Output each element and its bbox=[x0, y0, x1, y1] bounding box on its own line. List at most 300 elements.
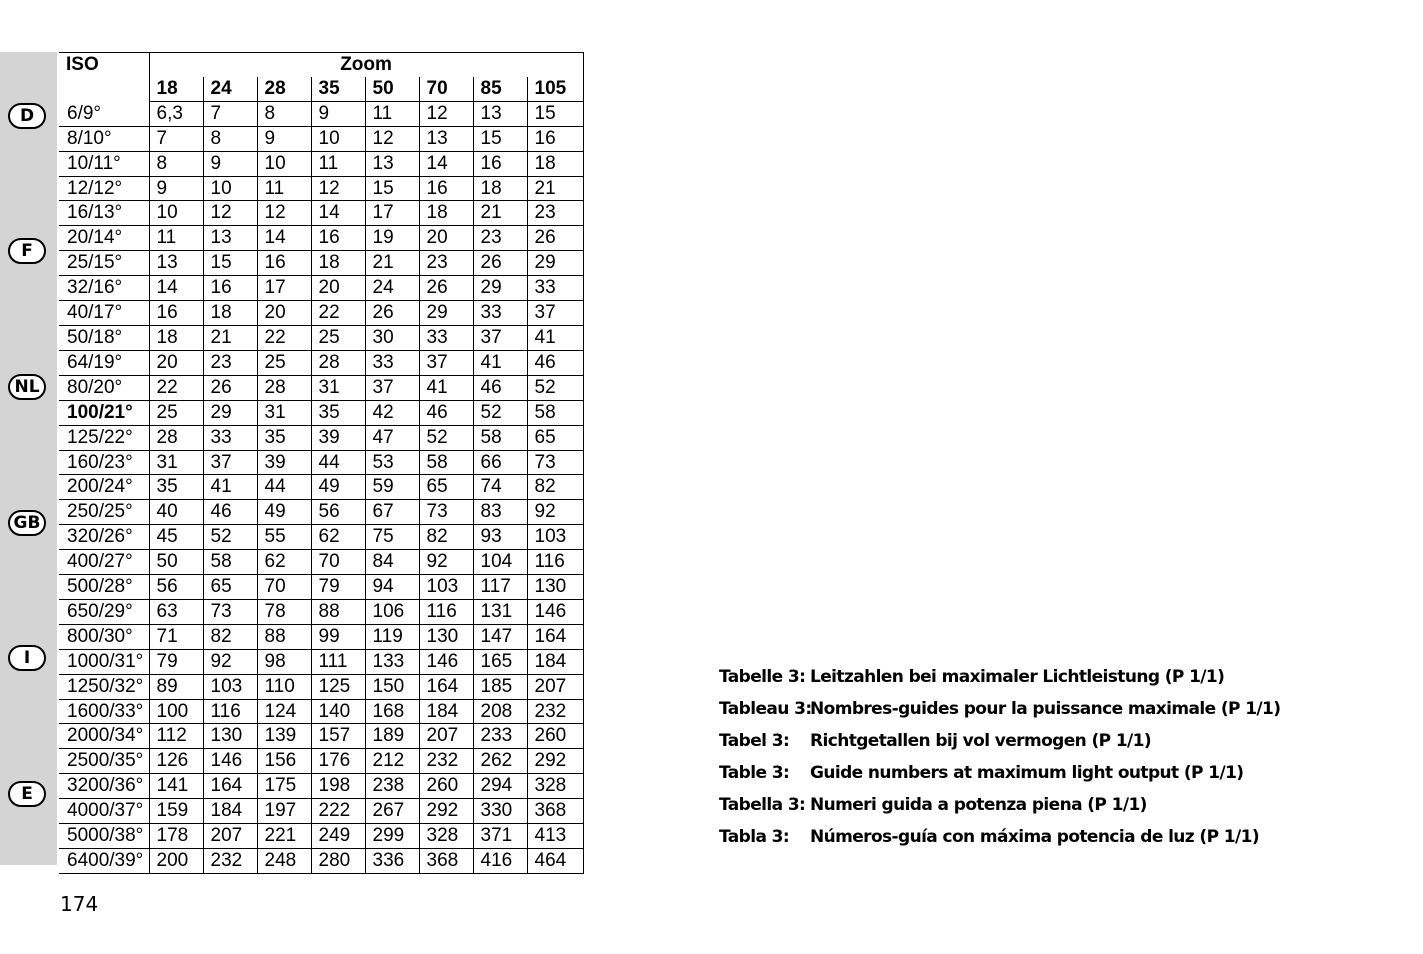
table-row bbox=[59, 575, 583, 600]
guide-number-cell: 294 bbox=[473, 774, 527, 799]
caption-label: Tabel 3: bbox=[719, 731, 790, 751]
iso-cell: 4000/37° bbox=[59, 799, 149, 824]
guide-number-cell: 146 bbox=[527, 599, 583, 624]
guide-number-cell: 37 bbox=[527, 301, 583, 326]
guide-number-cell: 10 bbox=[311, 126, 365, 151]
guide-number-cell: 133 bbox=[365, 649, 419, 674]
guide-number-cell: 13 bbox=[149, 251, 203, 276]
guide-number-cell: 55 bbox=[257, 525, 311, 550]
table-row bbox=[59, 400, 583, 425]
guide-number-cell: 44 bbox=[257, 475, 311, 500]
guide-number-cell: 99 bbox=[311, 624, 365, 649]
zoom-value-header: 35 bbox=[311, 77, 365, 101]
table-row bbox=[59, 674, 583, 699]
guide-number-cell: 29 bbox=[419, 301, 473, 326]
guide-number-cell: 232 bbox=[527, 699, 583, 724]
guide-number-cell: 46 bbox=[203, 500, 257, 525]
guide-number-cell: 40 bbox=[149, 500, 203, 525]
zoom-value-header: 50 bbox=[365, 77, 419, 101]
guide-number-cell: 26 bbox=[203, 375, 257, 400]
zoom-value-header: 70 bbox=[419, 77, 473, 101]
language-tab-nl[interactable]: NL bbox=[8, 374, 46, 400]
guide-number-cell: 106 bbox=[365, 599, 419, 624]
guide-number-cell: 18 bbox=[149, 325, 203, 350]
language-tab-f[interactable]: F bbox=[8, 238, 46, 264]
guide-number-cell: 88 bbox=[257, 624, 311, 649]
caption-label: Table 3: bbox=[719, 763, 790, 783]
guide-number-cell: 7 bbox=[149, 126, 203, 151]
guide-number-cell: 110 bbox=[257, 674, 311, 699]
guide-number-cell: 7 bbox=[203, 101, 257, 126]
guide-number-cell: 31 bbox=[149, 450, 203, 475]
guide-number-cell: 56 bbox=[311, 500, 365, 525]
guide-number-cell: 130 bbox=[527, 575, 583, 600]
guide-number-cell: 31 bbox=[311, 375, 365, 400]
guide-number-cell: 35 bbox=[311, 400, 365, 425]
table-row bbox=[59, 699, 583, 724]
guide-number-cell: 292 bbox=[527, 749, 583, 774]
guide-number-cell: 336 bbox=[365, 849, 419, 874]
guide-number-cell: 26 bbox=[473, 251, 527, 276]
guide-number-cell: 88 bbox=[311, 599, 365, 624]
table-row bbox=[59, 425, 583, 450]
guide-number-cell: 212 bbox=[365, 749, 419, 774]
guide-number-cell: 18 bbox=[527, 151, 583, 176]
guide-number-cell: 65 bbox=[419, 475, 473, 500]
guide-number-cell: 30 bbox=[365, 325, 419, 350]
guide-number-cell: 26 bbox=[527, 226, 583, 251]
guide-number-cell: 22 bbox=[311, 301, 365, 326]
guide-number-cell: 63 bbox=[149, 599, 203, 624]
caption-text: Numeri guida a potenza piena (P 1/1) bbox=[810, 795, 1147, 815]
guide-number-cell: 25 bbox=[311, 325, 365, 350]
guide-number-cell: 16 bbox=[149, 301, 203, 326]
guide-number-cell: 14 bbox=[311, 201, 365, 226]
guide-number-cell: 23 bbox=[473, 226, 527, 251]
guide-number-cell: 24 bbox=[365, 276, 419, 301]
guide-number-cell: 18 bbox=[203, 301, 257, 326]
guide-number-cell: 164 bbox=[419, 674, 473, 699]
guide-number-cell: 9 bbox=[257, 126, 311, 151]
iso-cell: 6/9° bbox=[59, 101, 149, 126]
iso-cell: 6400/39° bbox=[59, 849, 149, 874]
iso-cell: 32/16° bbox=[59, 276, 149, 301]
guide-number-cell: 100 bbox=[149, 699, 203, 724]
guide-number-cell: 164 bbox=[203, 774, 257, 799]
guide-number-cell: 82 bbox=[203, 624, 257, 649]
guide-number-cell: 238 bbox=[365, 774, 419, 799]
guide-number-cell: 10 bbox=[149, 201, 203, 226]
guide-number-cell: 12 bbox=[365, 126, 419, 151]
table-row bbox=[59, 624, 583, 649]
guide-number-cell: 299 bbox=[365, 824, 419, 849]
guide-number-cell: 19 bbox=[365, 226, 419, 251]
iso-cell: 50/18° bbox=[59, 325, 149, 350]
guide-number-cell: 21 bbox=[203, 325, 257, 350]
guide-number-cell: 111 bbox=[311, 649, 365, 674]
guide-number-cell: 16 bbox=[473, 151, 527, 176]
guide-number-cell: 93 bbox=[473, 525, 527, 550]
table-row bbox=[59, 126, 583, 151]
guide-number-cell: 464 bbox=[527, 849, 583, 874]
iso-cell: 16/13° bbox=[59, 201, 149, 226]
guide-number-cell: 9 bbox=[203, 151, 257, 176]
guide-number-cell: 112 bbox=[149, 724, 203, 749]
guide-number-cell: 65 bbox=[527, 425, 583, 450]
language-tab-d[interactable]: D bbox=[8, 103, 46, 129]
guide-number-cell: 280 bbox=[311, 849, 365, 874]
zoom-value-header: 24 bbox=[203, 77, 257, 101]
guide-number-cell: 139 bbox=[257, 724, 311, 749]
guide-number-cell: 44 bbox=[311, 450, 365, 475]
guide-number-cell: 82 bbox=[527, 475, 583, 500]
guide-number-cell: 62 bbox=[257, 550, 311, 575]
iso-cell: 160/23° bbox=[59, 450, 149, 475]
table-captions bbox=[719, 661, 1280, 853]
guide-number-cell: 50 bbox=[149, 550, 203, 575]
iso-cell: 80/20° bbox=[59, 375, 149, 400]
guide-number-cell: 29 bbox=[473, 276, 527, 301]
guide-number-cell: 58 bbox=[203, 550, 257, 575]
guide-number-cell: 35 bbox=[149, 475, 203, 500]
guide-number-cell: 267 bbox=[365, 799, 419, 824]
table-row bbox=[59, 599, 583, 624]
table-row bbox=[59, 525, 583, 550]
guide-number-cell: 6,3 bbox=[149, 101, 203, 126]
guide-number-cell: 15 bbox=[473, 126, 527, 151]
guide-number-cell: 70 bbox=[257, 575, 311, 600]
guide-number-cell: 9 bbox=[149, 176, 203, 201]
guide-number-cell: 49 bbox=[311, 475, 365, 500]
caption-line bbox=[719, 789, 1280, 821]
zoom-value-header: 28 bbox=[257, 77, 311, 101]
guide-number-cell: 131 bbox=[473, 599, 527, 624]
iso-cell: 3200/36° bbox=[59, 774, 149, 799]
guide-number-cell: 18 bbox=[473, 176, 527, 201]
guide-number-cell: 189 bbox=[365, 724, 419, 749]
guide-number-cell: 262 bbox=[473, 749, 527, 774]
guide-number-cell: 66 bbox=[473, 450, 527, 475]
guide-number-cell: 20 bbox=[419, 226, 473, 251]
guide-number-cell: 18 bbox=[311, 251, 365, 276]
guide-number-cell: 260 bbox=[419, 774, 473, 799]
guide-number-cell: 37 bbox=[473, 325, 527, 350]
guide-number-cell: 207 bbox=[527, 674, 583, 699]
iso-cell: 200/24° bbox=[59, 475, 149, 500]
iso-cell: 250/25° bbox=[59, 500, 149, 525]
guide-number-cell: 8 bbox=[257, 101, 311, 126]
guide-number-cell: 73 bbox=[527, 450, 583, 475]
guide-number-cell: 371 bbox=[473, 824, 527, 849]
iso-cell: 1250/32° bbox=[59, 674, 149, 699]
guide-number-cell: 28 bbox=[257, 375, 311, 400]
table-row bbox=[59, 276, 583, 301]
iso-cell: 10/11° bbox=[59, 151, 149, 176]
guide-number-cell: 22 bbox=[149, 375, 203, 400]
guide-number-cell: 31 bbox=[257, 400, 311, 425]
table-row bbox=[59, 301, 583, 326]
guide-number-cell: 79 bbox=[311, 575, 365, 600]
guide-number-cell: 185 bbox=[473, 674, 527, 699]
guide-number-cell: 37 bbox=[365, 375, 419, 400]
guide-number-cell: 368 bbox=[419, 849, 473, 874]
iso-cell: 2000/34° bbox=[59, 724, 149, 749]
guide-number-cell: 157 bbox=[311, 724, 365, 749]
guide-number-cell: 15 bbox=[527, 101, 583, 126]
guide-number-cell: 14 bbox=[149, 276, 203, 301]
guide-number-cell: 233 bbox=[473, 724, 527, 749]
iso-cell: 125/22° bbox=[59, 425, 149, 450]
iso-cell: 64/19° bbox=[59, 350, 149, 375]
guide-number-cell: 198 bbox=[311, 774, 365, 799]
guide-number-cell: 103 bbox=[419, 575, 473, 600]
guide-number-cell: 12 bbox=[203, 201, 257, 226]
guide-number-cell: 11 bbox=[149, 226, 203, 251]
table-row bbox=[59, 375, 583, 400]
guide-number-cell: 33 bbox=[473, 301, 527, 326]
guide-number-cell: 47 bbox=[365, 425, 419, 450]
guide-number-cell: 292 bbox=[419, 799, 473, 824]
guide-number-cell: 124 bbox=[257, 699, 311, 724]
caption-line bbox=[719, 821, 1280, 853]
guide-number-cell: 35 bbox=[257, 425, 311, 450]
caption-line bbox=[719, 725, 1280, 757]
language-tab-e[interactable]: E bbox=[8, 781, 46, 807]
guide-number-cell: 73 bbox=[203, 599, 257, 624]
guide-number-cell: 41 bbox=[419, 375, 473, 400]
table-row bbox=[59, 151, 583, 176]
guide-number-cell: 12 bbox=[257, 201, 311, 226]
table-row bbox=[59, 500, 583, 525]
guide-number-cell: 13 bbox=[419, 126, 473, 151]
guide-number-cell: 17 bbox=[257, 276, 311, 301]
guide-number-cell: 37 bbox=[419, 350, 473, 375]
guide-number-cell: 21 bbox=[527, 176, 583, 201]
language-tab-i[interactable]: I bbox=[8, 645, 46, 671]
guide-number-cell: 156 bbox=[257, 749, 311, 774]
caption-line bbox=[719, 693, 1280, 725]
table-row bbox=[59, 450, 583, 475]
guide-number-cell: 46 bbox=[419, 400, 473, 425]
iso-cell: 20/14° bbox=[59, 226, 149, 251]
guide-number-cell: 21 bbox=[473, 201, 527, 226]
guide-number-cell: 46 bbox=[527, 350, 583, 375]
guide-number-cell: 119 bbox=[365, 624, 419, 649]
guide-number-cell: 184 bbox=[527, 649, 583, 674]
guide-number-cell: 41 bbox=[527, 325, 583, 350]
iso-cell: 5000/38° bbox=[59, 824, 149, 849]
guide-number-cell: 165 bbox=[473, 649, 527, 674]
guide-number-cell: 56 bbox=[149, 575, 203, 600]
guide-number-cell: 67 bbox=[365, 500, 419, 525]
guide-number-cell: 11 bbox=[311, 151, 365, 176]
guide-number-cell: 168 bbox=[365, 699, 419, 724]
zoom-value-header: 105 bbox=[527, 77, 583, 101]
guide-number-cell: 58 bbox=[473, 425, 527, 450]
table-row bbox=[59, 550, 583, 575]
guide-number-cell: 21 bbox=[365, 251, 419, 276]
guide-number-cell: 178 bbox=[149, 824, 203, 849]
guide-number-cell: 12 bbox=[311, 176, 365, 201]
guide-number-cell: 207 bbox=[419, 724, 473, 749]
guide-number-cell: 52 bbox=[419, 425, 473, 450]
guide-number-cell: 328 bbox=[527, 774, 583, 799]
guide-number-cell: 25 bbox=[149, 400, 203, 425]
guide-number-cell: 28 bbox=[311, 350, 365, 375]
guide-number-cell: 146 bbox=[419, 649, 473, 674]
guide-number-cell: 249 bbox=[311, 824, 365, 849]
guide-number-cell: 39 bbox=[311, 425, 365, 450]
guide-number-cell: 12 bbox=[419, 101, 473, 126]
iso-cell: 800/30° bbox=[59, 624, 149, 649]
guide-number-cell: 10 bbox=[257, 151, 311, 176]
guide-number-cell: 147 bbox=[473, 624, 527, 649]
iso-cell: 8/10° bbox=[59, 126, 149, 151]
guide-number-cell: 53 bbox=[365, 450, 419, 475]
table-row bbox=[59, 201, 583, 226]
guide-number-cell: 70 bbox=[311, 550, 365, 575]
guide-number-cell: 37 bbox=[203, 450, 257, 475]
caption-text: Leitzahlen bei maximaler Lichtleistung (P 1/1) bbox=[810, 667, 1225, 687]
zoom-column-header: Zoom bbox=[149, 53, 583, 77]
guide-number-cell: 45 bbox=[149, 525, 203, 550]
guide-number-cell: 33 bbox=[527, 276, 583, 301]
guide-number-cell: 16 bbox=[419, 176, 473, 201]
guide-number-cell: 126 bbox=[149, 749, 203, 774]
guide-number-cell: 232 bbox=[203, 849, 257, 874]
guide-number-cell: 16 bbox=[257, 251, 311, 276]
guide-number-cell: 23 bbox=[203, 350, 257, 375]
guide-number-cell: 130 bbox=[419, 624, 473, 649]
table-row bbox=[59, 475, 583, 500]
guide-number-cell: 146 bbox=[203, 749, 257, 774]
guide-number-cell: 116 bbox=[527, 550, 583, 575]
guide-number-cell: 94 bbox=[365, 575, 419, 600]
guide-number-cell: 184 bbox=[419, 699, 473, 724]
guide-number-cell: 73 bbox=[419, 500, 473, 525]
table-row bbox=[59, 176, 583, 201]
guide-number-cell: 46 bbox=[473, 375, 527, 400]
table-row bbox=[59, 350, 583, 375]
guide-number-cell: 26 bbox=[419, 276, 473, 301]
zoom-value-header: 18 bbox=[149, 77, 203, 101]
guide-number-cell: 74 bbox=[473, 475, 527, 500]
guide-number-cell: 222 bbox=[311, 799, 365, 824]
guide-number-cell: 130 bbox=[203, 724, 257, 749]
guide-number-cell: 92 bbox=[419, 550, 473, 575]
guide-number-cell: 22 bbox=[257, 325, 311, 350]
guide-number-cell: 20 bbox=[311, 276, 365, 301]
guide-number-cell: 42 bbox=[365, 400, 419, 425]
guide-number-cell: 41 bbox=[473, 350, 527, 375]
caption-text: Richtgetallen bij vol vermogen (P 1/1) bbox=[810, 731, 1152, 751]
guide-number-cell: 52 bbox=[527, 375, 583, 400]
language-tab-gb[interactable]: GB bbox=[8, 510, 46, 536]
guide-number-cell: 52 bbox=[473, 400, 527, 425]
table-row bbox=[59, 101, 583, 126]
guide-number-cell: 79 bbox=[149, 649, 203, 674]
iso-cell: 650/29° bbox=[59, 599, 149, 624]
guide-number-cell: 416 bbox=[473, 849, 527, 874]
guide-number-cell: 49 bbox=[257, 500, 311, 525]
guide-number-cell: 41 bbox=[203, 475, 257, 500]
guide-number-cell: 52 bbox=[203, 525, 257, 550]
guide-number-cell: 29 bbox=[527, 251, 583, 276]
guide-number-cell: 33 bbox=[419, 325, 473, 350]
guide-number-cell: 33 bbox=[203, 425, 257, 450]
guide-number-cell: 184 bbox=[203, 799, 257, 824]
guide-number-cell: 200 bbox=[149, 849, 203, 874]
guide-number-cell: 11 bbox=[365, 101, 419, 126]
iso-cell: 320/26° bbox=[59, 525, 149, 550]
guide-number-cell: 29 bbox=[203, 400, 257, 425]
guide-number-cell: 9 bbox=[311, 101, 365, 126]
guide-number-cell: 140 bbox=[311, 699, 365, 724]
guide-number-cell: 328 bbox=[419, 824, 473, 849]
caption-label: Tabella 3: bbox=[719, 795, 806, 815]
iso-cell: 1000/31° bbox=[59, 649, 149, 674]
guide-number-cell: 28 bbox=[149, 425, 203, 450]
guide-number-cell: 164 bbox=[527, 624, 583, 649]
table-row bbox=[59, 799, 583, 824]
guide-number-cell: 15 bbox=[203, 251, 257, 276]
guide-number-table bbox=[59, 52, 584, 874]
iso-column-header: ISO bbox=[59, 53, 149, 102]
guide-number-cell: 103 bbox=[203, 674, 257, 699]
guide-number-cell: 13 bbox=[365, 151, 419, 176]
caption-line bbox=[719, 757, 1280, 789]
guide-number-cell: 65 bbox=[203, 575, 257, 600]
guide-number-cell: 232 bbox=[419, 749, 473, 774]
guide-number-cell: 14 bbox=[257, 226, 311, 251]
guide-number-cell: 260 bbox=[527, 724, 583, 749]
guide-number-cell: 176 bbox=[311, 749, 365, 774]
guide-number-cell: 330 bbox=[473, 799, 527, 824]
caption-line bbox=[719, 661, 1280, 693]
guide-number-cell: 116 bbox=[203, 699, 257, 724]
guide-number-cell: 84 bbox=[365, 550, 419, 575]
guide-number-cell: 159 bbox=[149, 799, 203, 824]
caption-label: Tableau 3: bbox=[719, 699, 812, 719]
language-sidebar bbox=[0, 52, 57, 865]
iso-cell: 500/28° bbox=[59, 575, 149, 600]
guide-number-cell: 92 bbox=[527, 500, 583, 525]
guide-number-cell: 11 bbox=[257, 176, 311, 201]
guide-number-cell: 16 bbox=[203, 276, 257, 301]
guide-number-cell: 71 bbox=[149, 624, 203, 649]
table-row bbox=[59, 251, 583, 276]
iso-cell: 12/12° bbox=[59, 176, 149, 201]
guide-number-cell: 78 bbox=[257, 599, 311, 624]
guide-number-cell: 20 bbox=[149, 350, 203, 375]
guide-number-cell: 197 bbox=[257, 799, 311, 824]
guide-number-cell: 8 bbox=[149, 151, 203, 176]
guide-number-cell: 39 bbox=[257, 450, 311, 475]
guide-number-cell: 75 bbox=[365, 525, 419, 550]
guide-number-cell: 25 bbox=[257, 350, 311, 375]
guide-number-cell: 208 bbox=[473, 699, 527, 724]
guide-number-cell: 125 bbox=[311, 674, 365, 699]
guide-number-cell: 175 bbox=[257, 774, 311, 799]
guide-number-cell: 413 bbox=[527, 824, 583, 849]
guide-number-cell: 82 bbox=[419, 525, 473, 550]
guide-number-cell: 13 bbox=[203, 226, 257, 251]
guide-number-cell: 13 bbox=[473, 101, 527, 126]
iso-cell: 25/15° bbox=[59, 251, 149, 276]
guide-number-cell: 23 bbox=[527, 201, 583, 226]
iso-cell: 40/17° bbox=[59, 301, 149, 326]
table-row bbox=[59, 649, 583, 674]
